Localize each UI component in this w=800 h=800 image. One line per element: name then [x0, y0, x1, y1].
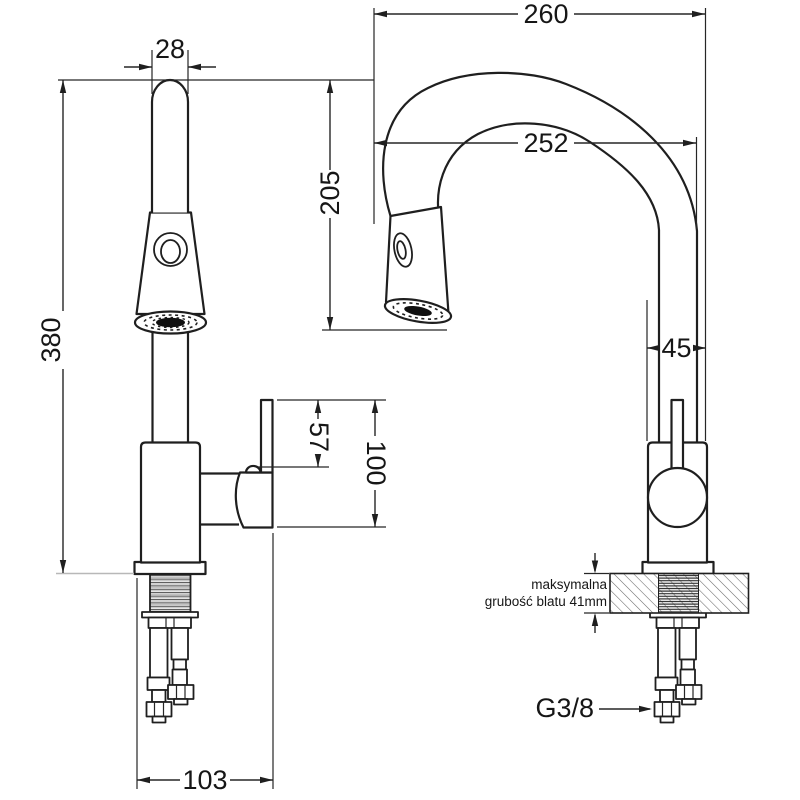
dim-lever-height-label: 57	[304, 421, 334, 453]
dimensions	[36, 0, 706, 795]
handle-lever	[261, 400, 273, 473]
dim-spout-drop-label: 205	[315, 170, 345, 216]
counter-note-line1: maksymalna	[531, 577, 607, 592]
spout-inner-curve	[438, 123, 659, 442]
connector-thread-label: G3/8	[535, 693, 594, 723]
riser-tube	[153, 332, 189, 443]
dim-total-height-label: 380	[36, 317, 66, 363]
dim-overall-depth-label: 260	[523, 0, 569, 29]
spout-tube	[152, 80, 188, 213]
side-view	[383, 73, 748, 723]
front-view	[56, 80, 273, 723]
dim-spout-reach-label: 252	[523, 128, 569, 158]
dim-handle-height-label: 100	[361, 440, 391, 486]
dim-counter-thickness	[485, 553, 609, 633]
dim-spout-width-label: 28	[154, 34, 186, 64]
dim-handle-height	[277, 400, 391, 527]
dim-total-height	[36, 80, 66, 573]
spray-button-inner	[161, 240, 180, 263]
aerator-center-hole	[156, 318, 185, 328]
swivel-joint	[648, 468, 707, 527]
counter-note-line2: grubość blatu 41mm	[484, 594, 607, 609]
dim-body-width-label: 45	[661, 333, 692, 363]
label-connector-thread	[535, 693, 652, 723]
handle-lever-side	[672, 400, 684, 470]
dim-base-depth-label: 103	[182, 765, 228, 795]
spray-head-side	[386, 207, 449, 314]
handle-base	[236, 473, 273, 528]
faucet-body	[141, 443, 200, 563]
countertop-section	[610, 574, 749, 614]
shank-through-counter	[659, 574, 699, 614]
